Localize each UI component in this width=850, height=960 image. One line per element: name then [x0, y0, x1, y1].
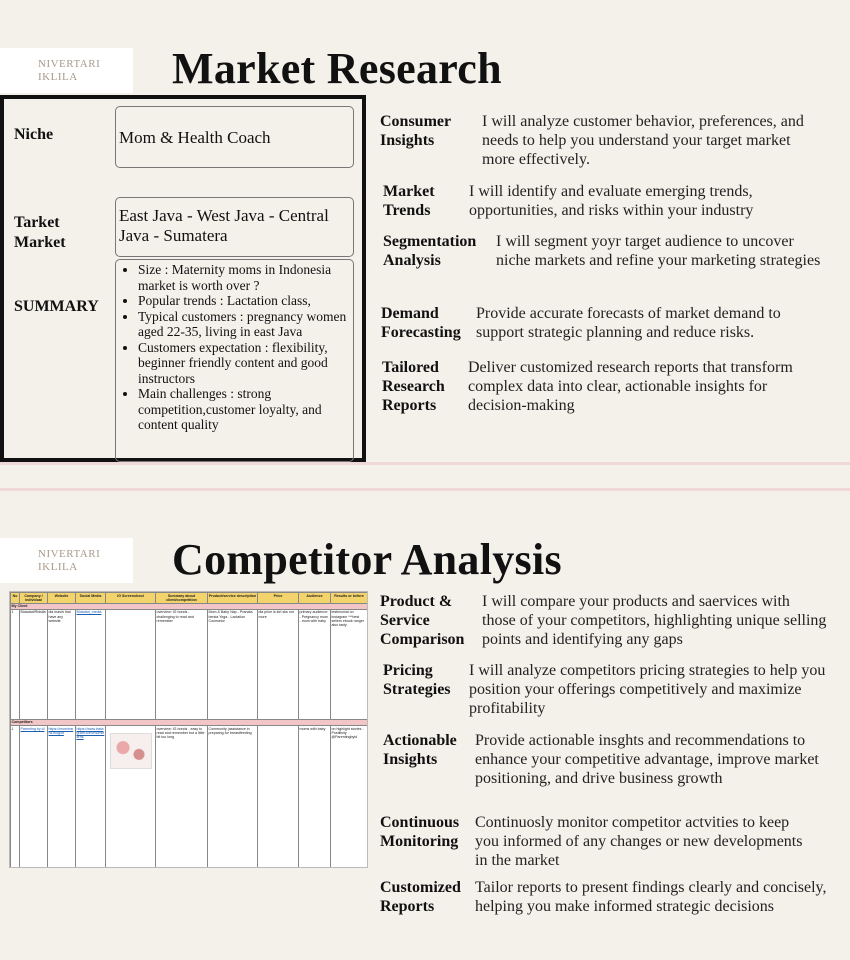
service-continuous-monitoring [380, 813, 840, 873]
market-summary-box [0, 95, 366, 462]
target-market-field: East Java - West Java - Central Java - Sumatera [115, 197, 354, 257]
table-row: 1 Parenting by id https://momlearns.blog/id https://www.instagram.com/momlearns overview: IG bonds - easy to read and remember but a little bit too long Community (assistance in preparing for breastfeeding moms with baby on highlight stories - Postitivity @Parentingbyid [11, 726, 368, 868]
service-product-service-comparison [380, 592, 840, 652]
column-header: Social Media [76, 593, 106, 604]
service-title: Market Trends [383, 183, 435, 219]
service-title: Pricing Strategies [383, 662, 451, 698]
table-header-row [11, 593, 368, 604]
summary-item: • Customers expectation : flexibility, beginner friendly content and good instructors [138, 340, 349, 387]
market-research-panel [0, 0, 850, 465]
service-title: Tailored Research Reports [382, 359, 445, 414]
competitor-spreadsheet [9, 591, 368, 868]
link[interactable]: Parenting by id [20, 726, 45, 731]
service-description: I will segment yoyr target audience to uncover niche markets and refine your marketing strategies [496, 233, 821, 269]
target-market-label: Tarket Market [14, 214, 66, 251]
service-title: Product & Service Comparison [380, 593, 465, 648]
column-header: Results or before [331, 593, 368, 604]
column-header: Audience [299, 593, 331, 604]
table-group-row: Competitors [11, 719, 368, 725]
service-market-trends [383, 182, 833, 227]
service-consumer-insights [380, 112, 830, 172]
link[interactable]: https://www.instagram.com/momlearns [76, 726, 105, 740]
table-group-row: My Client [11, 603, 368, 609]
competitor-table [10, 592, 368, 868]
service-description: I will compare your products and saervices with those of your competitors, highlighting unique selling points and identifying any gaps [482, 593, 827, 648]
service-demand-forecasting [381, 304, 831, 349]
competitor-analysis-title: Competitor Analysis [172, 535, 562, 584]
brand-logo: NIVERTARI IKLILA [0, 48, 133, 93]
service-title: Actionable Insights [383, 732, 457, 768]
service-title: Demand Forecasting [381, 305, 461, 341]
service-description: Deliver customized research reports that transform complex data into clear, actionable insights for decision-making [468, 359, 793, 414]
column-header: IG Screenshoot [106, 593, 156, 604]
column-header: No [11, 593, 20, 604]
summary-field [115, 259, 354, 462]
service-actionable-insights [383, 731, 843, 811]
service-customized-reports [380, 878, 840, 938]
summary-item: • Popular trends : Lactation class, [138, 293, 349, 309]
service-title: Consumer Insights [380, 113, 452, 149]
table-row: 1 Bidadari/Ridsifa dia masih trial have any website Bidadari_media overview: IG bonds - challenging to read and remember Mom & Baby Nap - Pranata benka Yoga - Lactation Counselor dia price is kirt sks not more primary audience: - Pregnancy mom - mom with baby testimonial on instagram ***best sellers ebook ranger also tasty [11, 609, 368, 719]
service-title: Segmentation Analysis [383, 233, 477, 269]
niche-field: Mom & Health Coach [115, 106, 354, 168]
service-description: Tailor reports to present findings clearly and concisely, helping you make informed strategic decisions [475, 879, 827, 915]
section-divider [0, 465, 850, 488]
service-title: Customized Reports [380, 879, 461, 915]
column-header: Summary about client/competition [156, 593, 208, 604]
service-tailored-research-reports [382, 358, 832, 418]
service-segmentation-analysis [383, 232, 833, 292]
service-description: I will analyze competitors pricing strategies to help you position your offerings competitively and maximize profitability [469, 662, 826, 717]
niche-label: Niche [14, 126, 54, 143]
service-title: Continuous Monitoring [380, 814, 460, 850]
summary-item: • Typical customers : pregnancy women aged 22-35, living in east Java [138, 309, 349, 340]
column-header: Price [258, 593, 299, 604]
column-header: Product/service description [208, 593, 258, 604]
service-description: Provide accurate forecasts of market demand to support strategic planning and reduce risks. [476, 305, 781, 341]
brand-logo: NIVERTARI IKLILA [0, 538, 133, 583]
column-header: Company / individual [20, 593, 48, 604]
summary-item: • Size : Maternity moms in Indonesia market is worth over ? [138, 262, 349, 293]
instagram-screenshot-thumbnail [110, 733, 152, 769]
summary-label: SUMMARY [14, 298, 99, 315]
column-header: Website [48, 593, 76, 604]
market-research-title: Market Research [172, 44, 502, 93]
link[interactable]: Bidadari_media [76, 610, 102, 615]
summary-list [120, 262, 349, 433]
service-pricing-strategies [383, 661, 843, 721]
service-description: I will analyze customer behavior, preferences, and needs to help you understand your target market more effectively. [482, 113, 804, 168]
service-description: I will identify and evaluate emerging trends, opportunities, and risks within your industry [469, 183, 754, 219]
service-description: Continuosly monitor competitor actvities to keep you informed of any changes or new developments in the market [475, 814, 803, 869]
link[interactable]: https://momlearns.blog/id [48, 726, 74, 735]
service-description: Provide actionable insghts and recommendations to enhance your competitive advantage, improve market positioning, and drive business growth [475, 732, 819, 787]
summary-item: • Main challenges : strong competition,customer loyalty, and content quality [138, 386, 349, 433]
